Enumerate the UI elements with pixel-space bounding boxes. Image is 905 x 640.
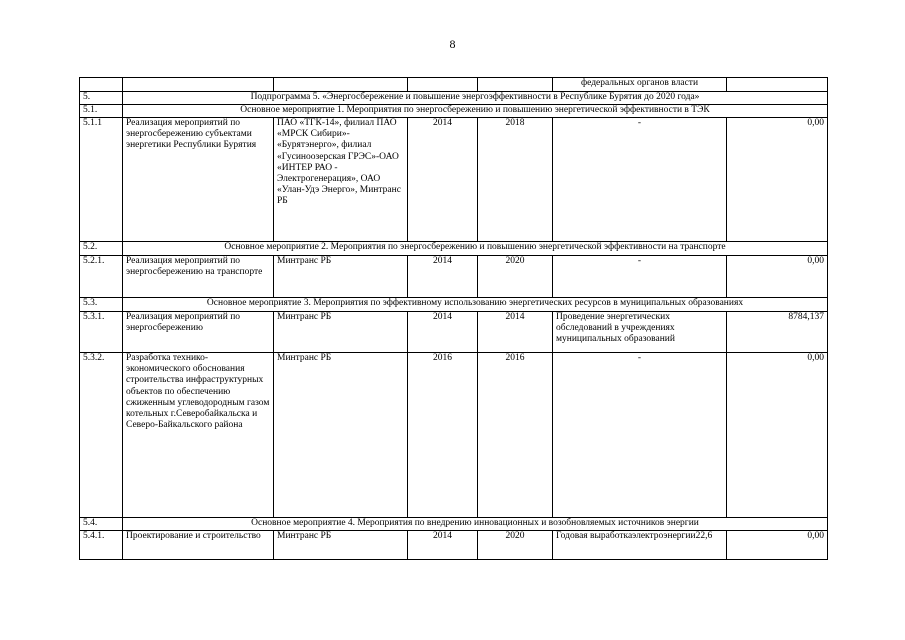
table-row <box>80 531 828 560</box>
table-cell <box>274 78 408 92</box>
section-title: Основное мероприятие 2. Мероприятия по энергосбережению и повышению энергетической эффективности на транспорте <box>123 242 828 256</box>
start-year: 2014 <box>408 531 478 560</box>
executor: ПАО «ТГК-14», филиал ПАО «МРСК Сибири»- «Бурятэнерго», филиал «Гусиноозерская ГРЭС»-ОАО «ИНТЕР РАО - Электрогенерация», ОАО «Улан-Удэ Энерго», Минтранс РБ <box>274 118 408 242</box>
result: Годовая выработкаэлектроэнергии22,6 <box>553 531 727 560</box>
row-number: 5.3.2. <box>80 353 123 518</box>
table-cell <box>727 78 828 92</box>
activity-name: Проектирование и строительство <box>123 531 274 560</box>
end-year: 2016 <box>478 353 553 518</box>
executor: Минтранс РБ <box>274 531 408 560</box>
row-number: 5.2. <box>80 242 123 256</box>
result-cell: федеральных органов власти <box>553 78 727 92</box>
table-cell <box>478 78 553 92</box>
amount: 0,00 <box>727 353 828 518</box>
table-cell <box>408 78 478 92</box>
row-number: 5.4. <box>80 518 123 531</box>
activity-name: Реализация мероприятий по энергосбережению субъектами энергетики Республики Бурятия <box>123 118 274 242</box>
end-year: 2020 <box>478 531 553 560</box>
start-year: 2014 <box>408 256 478 298</box>
table-row <box>80 78 828 92</box>
section-title: Основное мероприятие 4. Мероприятия по внедрению инновационных и возобновляемых источников энергии <box>123 518 828 531</box>
activity-name: Разработка технико-экономического обоснования строительства инфраструктурных объектов по обеспечению сжиженным углеводородным газом котельных г.Северобайкальска и Северо-Байкальского района <box>123 353 274 518</box>
amount: 0,00 <box>727 256 828 298</box>
activity-name: Реализация мероприятий по энергосбережению на транспорте <box>123 256 274 298</box>
row-number: 5.1. <box>80 105 123 118</box>
table-row <box>80 353 828 518</box>
section-title: Основное мероприятие 1. Мероприятия по энергосбережению и повышению энергетической эффективности в ТЭК <box>123 105 828 118</box>
start-year: 2016 <box>408 353 478 518</box>
activity-name: Реализация мероприятий по энергосбережению <box>123 312 274 353</box>
section-row <box>80 242 828 256</box>
result: - <box>553 353 727 518</box>
subprogram-title: Подпрограмма 5. «Энергосбережение и повышение энергоэффективности в Республике Бурятия до 2020 года» <box>123 92 828 105</box>
row-number: 5.2.1. <box>80 256 123 298</box>
section-row <box>80 518 828 531</box>
section-row <box>80 298 828 312</box>
table-row <box>80 256 828 298</box>
section-title: Основное мероприятие 3. Мероприятия по эффективному использованию энергетических ресурсов в муниципальных образованиях <box>123 298 828 312</box>
result: - <box>553 256 727 298</box>
executor: Минтранс РБ <box>274 312 408 353</box>
end-year: 2018 <box>478 118 553 242</box>
amount: 0,00 <box>727 531 828 560</box>
end-year: 2014 <box>478 312 553 353</box>
start-year: 2014 <box>408 118 478 242</box>
result: Проведение энергетических обследований в учреждениях муниципальных образований <box>553 312 727 353</box>
page-number: 8 <box>449 37 456 51</box>
section-row <box>80 105 828 118</box>
program-table <box>79 77 828 560</box>
row-number: 5. <box>80 92 123 105</box>
table-row <box>80 118 828 242</box>
row-number: 5.1.1 <box>80 118 123 242</box>
result: - <box>553 118 727 242</box>
amount: 8784,137 <box>727 312 828 353</box>
row-number: 5.4.1. <box>80 531 123 560</box>
table-cell <box>80 78 123 92</box>
executor: Минтранс РБ <box>274 353 408 518</box>
start-year: 2014 <box>408 312 478 353</box>
subprogram-row <box>80 92 828 105</box>
amount: 0,00 <box>727 118 828 242</box>
row-number: 5.3. <box>80 298 123 312</box>
executor: Минтранс РБ <box>274 256 408 298</box>
end-year: 2020 <box>478 256 553 298</box>
table-cell <box>123 78 274 92</box>
table-row <box>80 312 828 353</box>
row-number: 5.3.1. <box>80 312 123 353</box>
